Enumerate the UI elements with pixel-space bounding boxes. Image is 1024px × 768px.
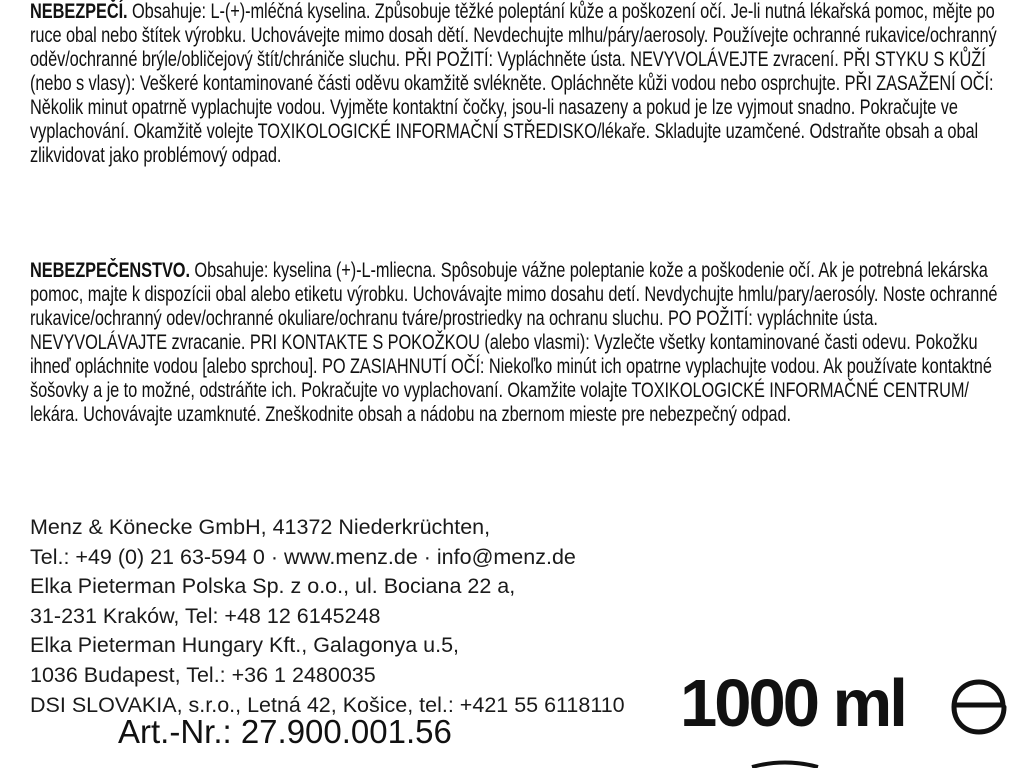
signal-word-slovak: NEBEZPEČENSTVO. bbox=[30, 259, 190, 282]
address-line: 1036 Budapest, Tel.: +36 1 2480035 bbox=[30, 662, 376, 687]
hazard-text-czech: Obsahuje: L-(+)-mléčná kyselina. Způsobuje těžké poleptání kůže a poškození očí. Je-li nutná lékařská pomoc, mějte po ruce obal nebo štítek výrobku. Uchovávejte mimo dosah dětí. Nevdechujte mlhu/páry/aerosoly. Používejte ochranné rukavice/ochranný oděv/ochranné brýle/obličejový štít/chrániče sluchu. PŘI POŽITÍ: Vypláchněte ústa. NEVYVOLÁVEJTE zvracení. PŘI STYKU S KŮŽÍ (nebo s vlasy): Veškeré kontaminované části oděvu okamžitě svlékněte. Opláchněte kůži vodou nebo osprchujte. PŘI ZASAŽENÍ OČÍ: Několik minut opatrně vyplachujte vodou. Vyjměte kontaktní čočky, jsou-li nasazeny a pokud je lze vyjmout snadno. Pokračujte ve vyplachování. Okamžitě volejte TOXIKOLOGICKÉ INFORMAČNÍ STŘEDISKO/lékaře. Skladujte uzamčené. Odstraňte obsah a obal zlikvidovat jako problémový odpad. bbox=[30, 0, 997, 167]
address-line: Menz & Könecke GmbH, 41372 Niederkrüchten, bbox=[30, 515, 491, 539]
hazard-statement-slovak bbox=[30, 259, 1005, 427]
address-line: 31-231 Kraków, Tel: +48 12 6145248 bbox=[30, 603, 381, 628]
article-number: Art.-Nr.: 27.900.001.56 bbox=[118, 713, 452, 750]
address-line: Elka Pieterman Hungary Kft., Galagonya u.5, bbox=[30, 633, 460, 658]
manufacturer-address-block bbox=[30, 513, 625, 720]
estimated-sign-icon bbox=[944, 674, 1016, 740]
hazard-statement-czech bbox=[30, 0, 1005, 168]
hazard-text-slovak: Obsahuje: kyselina (+)-L-mliecna. Spôsobuje vážne poleptanie kože a poškodenie očí. Ak je potrebná lekárska pomoc, majte k dispozícii obal alebo etiketu výrobku. Uchovávajte mimo dosahu detí. Nevdychujte hmlu/pary/aerosóly. Noste ochranné rukavice/ochranný odev/ochranné okuliare/ochranu tváre/prostriedky na ochranu sluchu. PO POŽITÍ: vypláchnite ústa. NEVYVOLÁVAJTE zvracanie. PRI KONTAKTE S POKOŽKOU (alebo vlasmi): Vyzlečte všetky kontaminované časti odevu. Pokožku ihneď opláchnite vodou [alebo sprchou]. PO ZASIAHNUTÍ OČÍ: Niekoľko minút ich opatrne vyplachujte vodou. Ak používate kontaktné šošovky a je to možné, odstráňte ich. Pokračujte vo vyplachovaní. Okamžite volajte TOXIKOLOGICKÉ INFORMAČNÉ CENTRUM/ lekára. Uchovávajte uzamknuté. Zneškodnite obsah a nádobu na zbernom mieste pre nebezpečný odpad. bbox=[30, 259, 998, 426]
signal-word-czech: NEBEZPEČÍ. bbox=[30, 0, 128, 23]
address-line: Elka Pieterman Polska Sp. z o.o., ul. Bociana 22 a, bbox=[30, 574, 516, 599]
volume-label: 1000 ml bbox=[680, 666, 905, 741]
address-line: DSI SLOVAKIA, s.r.o., Letná 42, Košice, tel.: +421 55 6118110 bbox=[30, 692, 625, 717]
cropped-graphic-edge bbox=[750, 758, 820, 768]
address-line: Tel.: +49 (0) 21 63-594 0 · www.menz.de · info@menz.de bbox=[30, 544, 576, 569]
